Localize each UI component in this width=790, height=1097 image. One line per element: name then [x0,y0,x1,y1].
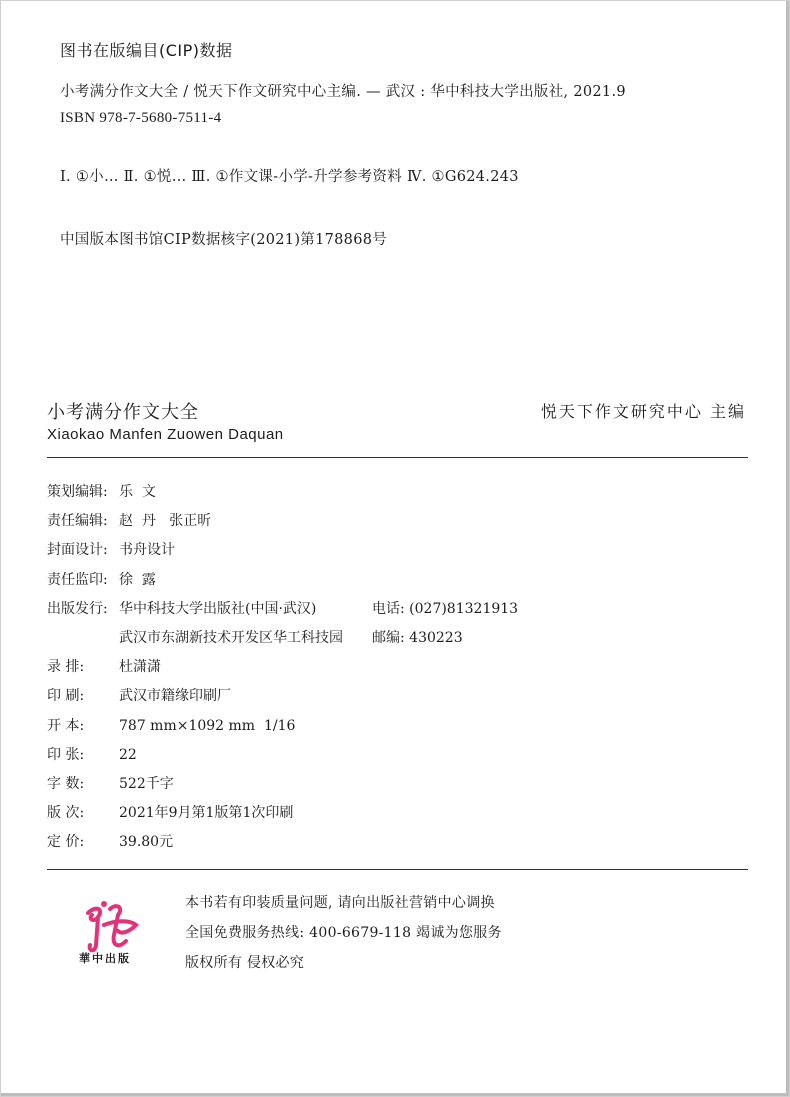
credit-row [47,482,747,511]
credit-label: 录 排: [47,659,85,676]
credit-value: 徐 露 [119,571,156,588]
credit-value: 武汉市东湖新技术开发区华工科技园 [119,629,343,646]
divider-top [47,457,748,458]
credits-list [47,482,747,861]
credit-value: 22 [119,746,137,763]
credit-row [47,511,747,540]
book-title: 小考满分作文大全 [47,402,199,423]
credit-label: 定 价: [47,834,85,851]
credit-label: 策划编辑: [47,484,108,500]
credit-value: 乐 文 [119,484,156,500]
credit-label: 封面设计: [47,542,108,559]
cip-verification: 中国版本图书馆CIP数据核字(2021)第178868号 [60,232,388,248]
book-editor: 悦天下作文研究中心 主编 [540,402,746,421]
cip-isbn: ISBN 978-7-5680-7511-4 [60,110,222,126]
credit-label: 印 张: [47,746,85,763]
credit-row [47,540,747,569]
book-pinyin-title: Xiaokao Manfen Zuowen Daquan [47,426,284,443]
credit-value: 787 mm×1092 mm 1/16 [119,717,296,734]
credit-value: 书舟设计 [119,542,175,559]
credit-label: 责任监印: [47,571,108,588]
credit-row [47,657,747,686]
credit-value: 武汉市籍缘印刷厂 [119,688,231,705]
credit-label: 印 刷: [47,688,85,705]
credit-row [47,570,747,599]
notice-line-2: 全国免费服务热线: 400-6679-118 竭诚为您服务 [185,925,502,941]
credit-row [47,599,747,628]
publisher-logo-caption: 華中出版 [79,952,131,965]
cip-title: 图书在版编目(CIP)数据 [60,41,233,60]
cip-citation: 小考满分作文大全 / 悦天下作文研究中心主编. — 武汉 : 华中科技大学出版社, 2021.9 [60,84,626,100]
credit-label: 字 数: [47,775,85,792]
credit-value: 522千字 [119,775,174,792]
credit-value: 杜潇潇 [119,659,161,676]
credit-value: 华中科技大学出版社(中国·武汉) [119,600,317,617]
credit-label: 版 次: [47,805,85,822]
credit-extra: 电话: (027)81321913 [372,600,519,617]
credit-row [47,774,747,803]
credit-value: 赵 丹 张正昕 [119,513,212,530]
credit-row [47,686,747,715]
notice-line-3: 版权所有 侵权必究 [185,955,305,971]
credit-value: 39.80元 [119,834,174,851]
credit-row [47,716,747,745]
notice-line-1: 本书若有印装质量问题, 请向出版社营销中心调换 [185,895,495,911]
cip-classification: Ⅰ. ①小… Ⅱ. ①悦… Ⅲ. ①作文课-小学-升学参考资料 Ⅳ. ①G624.243 [60,169,519,185]
credit-extra: 邮编: 430223 [372,629,463,646]
credit-row [47,803,747,832]
credit-row [47,832,747,861]
credit-row [47,628,747,657]
credit-row [47,745,747,774]
credit-value: 2021年9月第1版第1次印刷 [119,805,294,822]
credit-label: 出版发行: [47,600,108,617]
divider-bottom [47,869,748,870]
credit-label: 开 本: [47,717,85,734]
credit-label: 责任编辑: [47,513,108,530]
